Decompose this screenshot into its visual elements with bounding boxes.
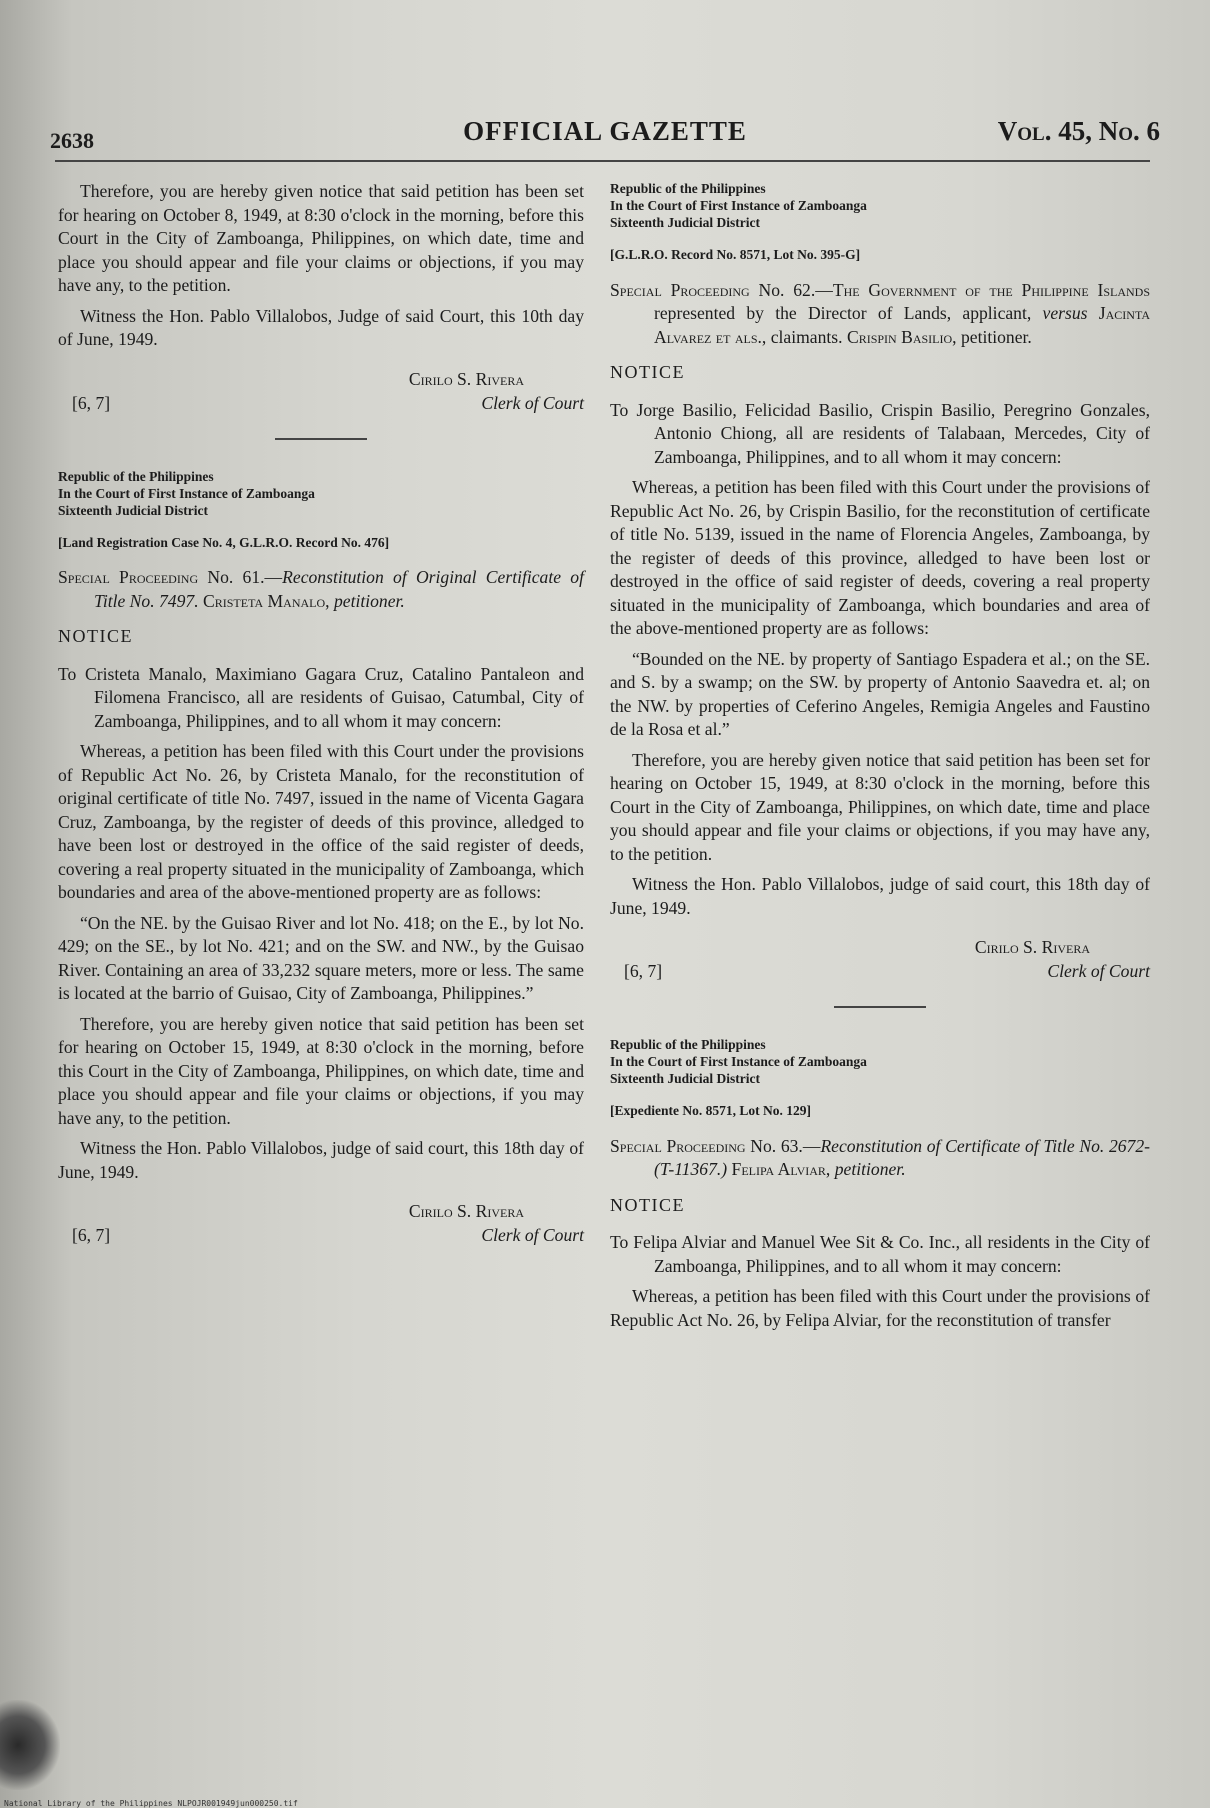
court-line: Republic of the Philippines <box>610 1037 766 1052</box>
publication-title: OFFICIAL GAZETTE <box>463 116 747 146</box>
paragraph: Therefore, you are hereby given notice that said petition has been set for hearing on October 8, 1949, at 8:30 o'clock in the morning, before this Court in the City of Zamboanga, Philippines, on which date, time and place you should appear and file your claims or objections, if you may have any, to the petition. <box>58 181 584 295</box>
petitioner-role: petitioner. <box>834 1159 906 1179</box>
paragraph: “Bounded on the NE. by property of Santiago Espadera et al.; on the SE. and S. by a swamp; on the SW. by property of Antonio Saavedra et. al; on the NW. by properties of Ceferino Angeles, Remigia Angeles and Faustino de la Rosa et al.” <box>610 648 1150 739</box>
proceeding-subject: Reconstitution of Certificate of Title No. 2672-(T-11367.) <box>654 1135 1151 1179</box>
proceeding-subject: Reconstitution of Original Certificate of Title No. 7497. <box>94 567 584 611</box>
court-line: Sixteenth Judicial District <box>58 502 208 518</box>
petitioner-role: petitioner. <box>960 326 1032 347</box>
signatory-name: Cirilo S. Rivera <box>408 368 524 389</box>
paragraph: Whereas, a petition has been filed with this Court under the provisions of Republic Act No. 26, by Cristeta Manalo, for the reconstitution of original certificate of title No. 7497, issued in the name of Vicenta Gagara Cruz, Zamboanga, by the register of deeds of this province, alledged to have been lost or destroyed in the office of the said register of deeds, covering a real property situated in the municipality of Zamboanga, which boundaries and area of the above-mentioned property are as follows: <box>58 741 584 902</box>
paragraph: Witness the Hon. Pablo Villalobos, Judge of said Court, this 10th day of June, 1949. <box>58 305 584 349</box>
signatory-name: Cirilo S. Rivera <box>408 1201 524 1221</box>
addressees: To Jorge Basilio, Felicidad Basilio, Crispin Basilio, Peregrino Gonzales, Antonio Chiong, all are residents of Talabaan, Mercedes, City of Zamboanga, Philippines, and to all whom it may concern: <box>610 399 1150 467</box>
issue-ref: [6, 7] <box>72 1225 111 1245</box>
court-line: In the Court of First Instance of Zamboanga <box>610 1054 867 1069</box>
signatory-role: Clerk of Court <box>481 1225 584 1245</box>
proceeding-heading <box>610 1135 1150 1182</box>
scan-smudge <box>0 1700 60 1790</box>
court-line: Sixteenth Judicial District <box>610 215 760 230</box>
proceeding-label: Special Proceeding <box>610 1135 746 1156</box>
court-line: Republic of the Philippines <box>610 181 766 196</box>
proceeding-text: represented by the Director of Lands, applicant, <box>654 303 1032 323</box>
record-reference: [Expediente No. 8571, Lot No. 129] <box>610 1103 811 1118</box>
petitioner-role: petitioner. <box>333 590 405 611</box>
signature-block <box>610 936 1150 988</box>
government-party: The Government of the Philippine Islands <box>832 279 1150 300</box>
paragraph: Witness the Hon. Pablo Villalobos, judge of said court, this 18th day of June, 1949. <box>58 1138 584 1182</box>
proceeding-number: No. 62.— <box>758 279 833 300</box>
proceeding-heading <box>610 279 1150 350</box>
proceeding-label: Special Proceeding <box>58 567 199 587</box>
page-number: 2638 <box>50 128 94 153</box>
record-reference: [G.L.R.O. Record No. 8571, Lot No. 395-G] <box>610 247 861 262</box>
signature-block <box>58 368 584 420</box>
record-reference: [Land Registration Case No. 4, G.L.R.O. Record No. 476] <box>58 534 390 550</box>
signatory-role: Clerk of Court <box>1047 961 1150 981</box>
addressees: To Felipa Alviar and Manuel Wee Sit & Co. Inc., all residents in the City of Zamboanga, Philippines, and to all whom it may concern: <box>610 1232 1150 1276</box>
claimants-label: claimants. <box>770 326 843 347</box>
paragraph: Therefore, you are hereby given notice that said petition has been set for hearing on October 15, 1949, at 8:30 o'clock in the morning, before this Court in the City of Zamboanga, Philippines, on which date, time and place you should appear and file your claims or objections, if you may have any, to the petition. <box>58 1013 584 1128</box>
signatory-role: Clerk of Court <box>481 392 584 413</box>
scan-footer: National Library of the Philippines NLPOJR001949jun000250.tif <box>4 1799 298 1808</box>
issue-ref: [6, 7] <box>624 961 663 981</box>
claimants-name: Jacinta Alvarez et als., <box>654 303 1150 347</box>
issue-ref: [6, 7] <box>72 392 111 413</box>
volume-label: Vol. 45, No. 6 <box>997 116 1160 146</box>
paragraph: Witness the Hon. Pablo Villalobos, judge of said court, this 18th day of June, 1949. <box>610 874 1150 918</box>
petitioner-name: Cristeta Manalo, <box>203 590 330 611</box>
proceeding-number: No. 63.— <box>750 1135 821 1156</box>
section-divider <box>275 438 367 440</box>
petitioner-name: Crispin Basilio, <box>846 326 957 347</box>
signature-block <box>58 1200 584 1252</box>
proceeding-label: Special Proceeding <box>610 279 750 300</box>
versus-word: versus <box>1042 303 1088 323</box>
court-line: In the Court of First Instance of Zamboanga <box>610 198 867 213</box>
notice-heading: NOTICE <box>610 362 685 382</box>
paragraph: Therefore, you are hereby given notice that said petition has been set for hearing on October 15, 1949, at 8:30 o'clock in the morning, before this Court in the City of Zamboanga, Philippines, on which date, time and place you should appear and file your claims or objections, if you may have any, to the petition. <box>610 749 1150 864</box>
signatory-name: Cirilo S. Rivera <box>974 937 1090 957</box>
right-column <box>610 180 1150 1339</box>
court-line: Republic of the Philippines <box>58 468 214 484</box>
addressees: To Cristeta Manalo, Maximiano Gagara Cruz, Catalino Pantaleon and Filomena Francisco, all are residents of Guisao, Catumbal, City of Zamboanga, Philippines, and to all whom it may concern: <box>58 663 584 731</box>
proceeding-number: No. 61.— <box>207 567 283 587</box>
page-header <box>50 116 1160 156</box>
section-divider <box>834 1006 926 1008</box>
court-line: Sixteenth Judicial District <box>610 1071 760 1086</box>
left-column <box>58 180 584 1262</box>
court-line: In the Court of First Instance of Zamboanga <box>58 485 315 501</box>
petitioner-name: Felipa Alviar, <box>731 1159 831 1179</box>
notice-heading: NOTICE <box>58 626 133 646</box>
header-rule <box>55 160 1150 162</box>
paragraph: Whereas, a petition has been filed with this Court under the provisions of Republic Act No. 26, by Felipa Alviar, for the reconstitution of transfer <box>610 1286 1150 1330</box>
notice-heading: NOTICE <box>610 1194 685 1215</box>
paragraph: Whereas, a petition has been filed with this Court under the provisions of Republic Act No. 26, by Crispin Basilio, for the reconstitution of certificate of title No. 5139, issued in the name of Florencia Angeles, Zamboanga, by the register of deeds of this province, alledged to have been lost or destroyed in the office of said register of deeds, covering a real property situated in the municipality of Zamboanga, which boundaries and area of the above-mentioned property are as follows: <box>610 477 1150 638</box>
paragraph: “On the NE. by the Guisao River and lot No. 418; on the E., by lot No. 429; on the SE., by lot No. 421; and on the SW. and NW., by the Guisao River. Containing an area of 33,232 square meters, more or less. The same is located at the barrio of Guisao, City of Zamboanga, Philippines.” <box>58 912 584 1003</box>
proceeding-heading <box>58 566 584 613</box>
